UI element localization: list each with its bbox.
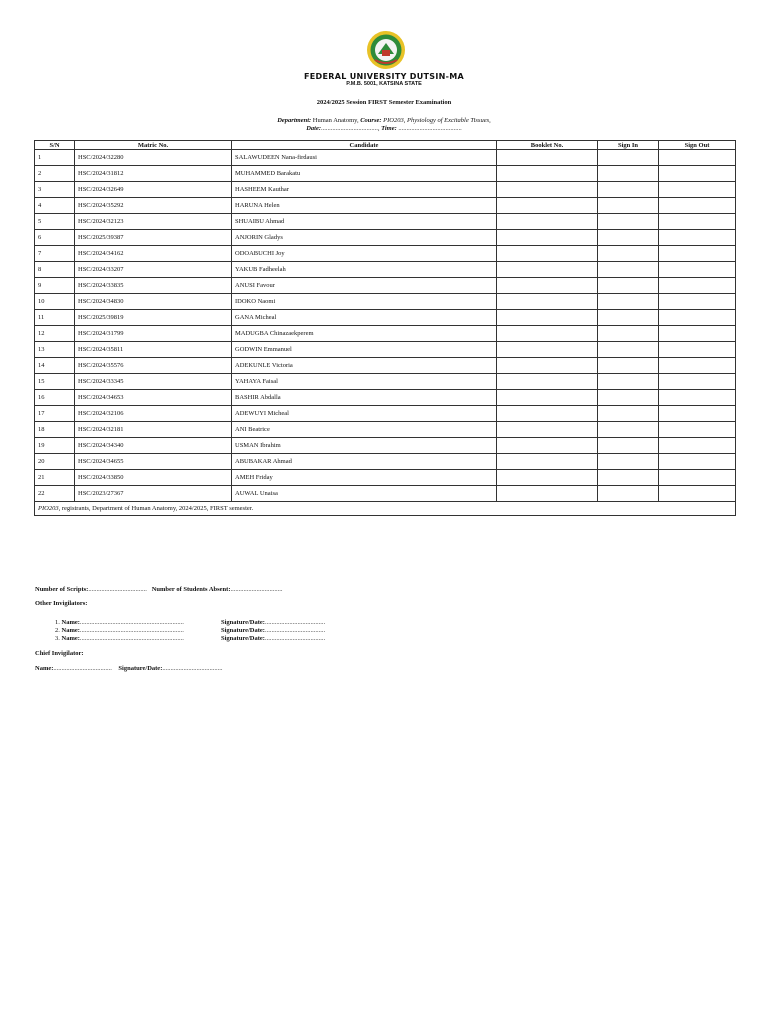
absent-label: Number of Students Absent: <box>151 586 231 593</box>
cell-sign-out[interactable] <box>659 294 736 310</box>
chief-invigilator-line <box>35 665 222 672</box>
invigilator-number: 3. <box>55 635 60 642</box>
attendance-table <box>34 140 736 516</box>
cell-booklet[interactable] <box>497 422 598 438</box>
cell-matric: HSC/2024/32181 <box>75 422 232 438</box>
cell-booklet[interactable] <box>497 262 598 278</box>
cell-sign-in[interactable] <box>598 406 659 422</box>
date-value: ..................................., <box>321 125 380 132</box>
table-row <box>35 262 736 278</box>
cell-sign-in[interactable] <box>598 310 659 326</box>
cell-matric: HSC/2024/34340 <box>75 438 232 454</box>
invigilator-name-label: Name: <box>61 627 80 634</box>
cell-candidate: ANUSI Favour <box>232 278 497 294</box>
table-row <box>35 278 736 294</box>
cell-sign-in[interactable] <box>598 454 659 470</box>
time-value: ....................................... <box>398 125 462 132</box>
invigilator-name-label: Name: <box>61 635 80 642</box>
cell-booklet[interactable] <box>497 310 598 326</box>
other-invigilators-heading <box>35 600 87 607</box>
footer-text: , registrants, Department of Human Anatomy, 2024/2025, FIRST semester. <box>58 505 254 512</box>
cell-booklet[interactable] <box>497 390 598 406</box>
cell-sign-out[interactable] <box>659 390 736 406</box>
invigilator-number: 2. <box>55 627 60 634</box>
invigilator-name-dots: ................................................................ <box>79 619 184 626</box>
cell-candidate: MUHAMMED Barakatu <box>232 166 497 182</box>
cell-booklet[interactable] <box>497 486 598 502</box>
cell-booklet[interactable] <box>497 454 598 470</box>
cell-booklet[interactable] <box>497 230 598 246</box>
cell-sign-out[interactable] <box>659 406 736 422</box>
table-row <box>35 454 736 470</box>
cell-matric: HSC/2024/34162 <box>75 246 232 262</box>
table-footer-note <box>35 502 736 516</box>
invigilator-signature-dots: ..................................... <box>264 627 326 634</box>
cell-sign-in[interactable] <box>598 422 659 438</box>
cell-candidate: YAHAYA Faisal <box>232 374 497 390</box>
cell-candidate: HASHEEM Kauthar <box>232 182 497 198</box>
cell-matric: HSC/2024/33345 <box>75 374 232 390</box>
cell-sn: 9 <box>35 278 75 294</box>
cell-sign-in[interactable] <box>598 278 659 294</box>
time-label: Time: <box>381 125 397 132</box>
cell-sign-in[interactable] <box>598 326 659 342</box>
table-row <box>35 230 736 246</box>
cell-booklet[interactable] <box>497 182 598 198</box>
cell-candidate: ADEKUNLE Victoria <box>232 358 497 374</box>
cell-booklet[interactable] <box>497 198 598 214</box>
table-row <box>35 374 736 390</box>
chief-signature-label: Signature/Date: <box>118 665 163 672</box>
cell-booklet[interactable] <box>497 326 598 342</box>
other-invigilators-label: Other Invigilators: <box>35 600 88 607</box>
cell-matric: HSC/2024/34830 <box>75 294 232 310</box>
cell-matric: HSC/2024/32649 <box>75 182 232 198</box>
cell-sign-out[interactable] <box>659 470 736 486</box>
cell-matric: HSC/2024/35292 <box>75 198 232 214</box>
cell-sign-out[interactable] <box>659 438 736 454</box>
invigilator-signature-dots: ..................................... <box>264 619 326 626</box>
cell-sn: 18 <box>35 422 75 438</box>
course-label: Course: <box>360 117 382 124</box>
university-name: FEDERAL UNIVERSITY DUTSIN-MA <box>304 72 464 81</box>
cell-sign-in[interactable] <box>598 486 659 502</box>
cell-candidate: GODWIN Emmanuel <box>232 342 497 358</box>
invigilator-name-dots: ................................................................ <box>79 627 184 634</box>
cell-sign-out[interactable] <box>659 230 736 246</box>
column-header-candidate: Candidate <box>232 141 497 150</box>
column-header-sign-in: Sign In <box>598 141 659 150</box>
invigilator-signature-dots: ..................................... <box>264 635 326 642</box>
cell-sign-out[interactable] <box>659 422 736 438</box>
cell-candidate: USMAN Ibrahim <box>232 438 497 454</box>
chief-invigilator-heading <box>35 650 84 657</box>
cell-candidate: SHUAIBU Ahmad <box>232 214 497 230</box>
department-value: Human Anatomy, <box>312 117 359 124</box>
cell-sign-in[interactable] <box>598 214 659 230</box>
table-row <box>35 470 736 486</box>
absent-dots: ................................ <box>230 586 283 593</box>
cell-sign-out[interactable] <box>659 374 736 390</box>
cell-candidate: ANI Beatrice <box>232 422 497 438</box>
scripts-label: Number of Scripts: <box>35 586 89 593</box>
cell-matric: HSC/2024/34653 <box>75 390 232 406</box>
cell-candidate: AMEH Friday <box>232 470 497 486</box>
cell-sn: 19 <box>35 438 75 454</box>
cell-sign-in[interactable] <box>598 182 659 198</box>
cell-sn: 1 <box>35 150 75 166</box>
table-row <box>35 358 736 374</box>
column-header-sn: S/N <box>35 141 75 150</box>
cell-matric: HSC/2024/33207 <box>75 262 232 278</box>
cell-sign-in[interactable] <box>598 294 659 310</box>
date-time-line <box>0 125 768 132</box>
cell-sign-out[interactable] <box>659 342 736 358</box>
cell-sn: 17 <box>35 406 75 422</box>
column-header-booklet: Booklet No. <box>497 141 598 150</box>
cell-booklet[interactable] <box>497 278 598 294</box>
table-row <box>35 166 736 182</box>
cell-sign-in[interactable] <box>598 262 659 278</box>
cell-sn: 4 <box>35 198 75 214</box>
table-row <box>35 422 736 438</box>
cell-sn: 13 <box>35 342 75 358</box>
cell-sign-out[interactable] <box>659 358 736 374</box>
cell-candidate: SALAWUDEEN Nana-firdausi <box>232 150 497 166</box>
cell-matric: HSC/2024/34655 <box>75 454 232 470</box>
column-header-sign-out: Sign Out <box>659 141 736 150</box>
cell-booklet[interactable] <box>497 374 598 390</box>
cell-sign-in[interactable] <box>598 342 659 358</box>
cell-sn: 22 <box>35 486 75 502</box>
cell-sign-out[interactable] <box>659 182 736 198</box>
invigilator-signature-label: Signature/Date: <box>221 627 265 634</box>
cell-matric: HSC/2024/35576 <box>75 358 232 374</box>
chief-invigilator-label: Chief Invigilator: <box>35 650 84 657</box>
cell-matric: HSC/2023/27367 <box>75 486 232 502</box>
table-row <box>35 198 736 214</box>
scripts-dots: .................................... <box>88 586 147 593</box>
cell-matric: HSC/2024/33835 <box>75 278 232 294</box>
invigilator-number: 1. <box>55 619 60 626</box>
exam-title: 2024/2025 Session FIRST Semester Examination <box>316 99 452 106</box>
table-row <box>35 342 736 358</box>
table-row <box>35 246 736 262</box>
cell-sn: 14 <box>35 358 75 374</box>
cell-sign-in[interactable] <box>598 166 659 182</box>
cell-sn: 7 <box>35 246 75 262</box>
table-row <box>35 294 736 310</box>
cell-candidate: ODOABUCHI Joy <box>232 246 497 262</box>
table-row <box>35 150 736 166</box>
department-label: Department: <box>277 117 312 124</box>
table-row <box>35 486 736 502</box>
table-header-row <box>35 141 736 150</box>
table-row <box>35 182 736 198</box>
cell-booklet[interactable] <box>497 470 598 486</box>
cell-booklet[interactable] <box>497 294 598 310</box>
department-course-line <box>0 117 768 124</box>
cell-sign-in[interactable] <box>598 374 659 390</box>
cell-sn: 8 <box>35 262 75 278</box>
cell-booklet[interactable] <box>497 438 598 454</box>
cell-sign-out[interactable] <box>659 454 736 470</box>
table-row <box>35 310 736 326</box>
cell-sn: 20 <box>35 454 75 470</box>
cell-matric: HSC/2024/31799 <box>75 326 232 342</box>
cell-booklet[interactable] <box>497 342 598 358</box>
chief-name-label: Name: <box>35 665 54 672</box>
invigilator-name-label: Name: <box>61 619 80 626</box>
cell-sign-in[interactable] <box>598 470 659 486</box>
cell-sign-out[interactable] <box>659 214 736 230</box>
cell-matric: HSC/2025/39387 <box>75 230 232 246</box>
cell-sign-in[interactable] <box>598 246 659 262</box>
cell-candidate: HARUNA Helen <box>232 198 497 214</box>
cell-booklet[interactable] <box>497 150 598 166</box>
footer-course-code: PIO203 <box>38 505 59 512</box>
cell-matric: HSC/2024/32106 <box>75 406 232 422</box>
cell-sn: 21 <box>35 470 75 486</box>
cell-candidate: YAKUB Fadheelah <box>232 262 497 278</box>
cell-sign-out[interactable] <box>659 326 736 342</box>
cell-sign-in[interactable] <box>598 358 659 374</box>
cell-candidate: ADEWUYI Micheal <box>232 406 497 422</box>
course-value: PIO203, Physiology of Excitable Tissues, <box>383 117 491 124</box>
invigilator-name-dots: ................................................................ <box>79 635 184 642</box>
scripts-count-line <box>35 586 283 593</box>
cell-sign-in[interactable] <box>598 198 659 214</box>
cell-candidate: BASHIR Abdalla <box>232 390 497 406</box>
table-row <box>35 326 736 342</box>
chief-signature-dots: ..................................... <box>162 665 223 672</box>
cell-sign-out[interactable] <box>659 278 736 294</box>
cell-candidate: ANJORIN Gladys <box>232 230 497 246</box>
table-row <box>35 214 736 230</box>
cell-sn: 5 <box>35 214 75 230</box>
cell-candidate: MADUGBA Chinazaekperem <box>232 326 497 342</box>
invigilator-row-1 <box>55 619 326 626</box>
cell-sn: 6 <box>35 230 75 246</box>
chief-name-dots: .................................... <box>53 665 112 672</box>
cell-sn: 2 <box>35 166 75 182</box>
cell-matric: HSC/2024/33850 <box>75 470 232 486</box>
invigilator-row-3 <box>55 635 326 642</box>
table-footer-row <box>35 502 736 516</box>
cell-sign-in[interactable] <box>598 390 659 406</box>
cell-sn: 10 <box>35 294 75 310</box>
cell-sign-out[interactable] <box>659 246 736 262</box>
cell-sign-out[interactable] <box>659 310 736 326</box>
cell-matric: HSC/2024/31812 <box>75 166 232 182</box>
table-row <box>35 406 736 422</box>
cell-booklet[interactable] <box>497 358 598 374</box>
cell-booklet[interactable] <box>497 246 598 262</box>
cell-matric: HSC/2025/39819 <box>75 310 232 326</box>
cell-candidate: GANA Micheal <box>232 310 497 326</box>
cell-sign-in[interactable] <box>598 230 659 246</box>
cell-matric: HSC/2024/32123 <box>75 214 232 230</box>
cell-sign-out[interactable] <box>659 166 736 182</box>
cell-sign-out[interactable] <box>659 150 736 166</box>
university-logo <box>366 30 406 70</box>
cell-sign-in[interactable] <box>598 150 659 166</box>
invigilator-row-2 <box>55 627 326 634</box>
cell-booklet[interactable] <box>497 406 598 422</box>
table-row <box>35 438 736 454</box>
cell-sign-out[interactable] <box>659 262 736 278</box>
invigilator-signature-label: Signature/Date: <box>221 619 265 626</box>
cell-candidate: AUWAL Unaisa <box>232 486 497 502</box>
cell-matric: HSC/2024/32280 <box>75 150 232 166</box>
cell-booklet[interactable] <box>497 166 598 182</box>
date-label: Date: <box>306 125 322 132</box>
cell-sn: 11 <box>35 310 75 326</box>
cell-sn: 3 <box>35 182 75 198</box>
cell-sn: 15 <box>35 374 75 390</box>
cell-sign-out[interactable] <box>659 198 736 214</box>
cell-sn: 16 <box>35 390 75 406</box>
column-header-matric: Matric No. <box>75 141 232 150</box>
cell-sn: 12 <box>35 326 75 342</box>
cell-candidate: IDOKO Naomi <box>232 294 497 310</box>
cell-booklet[interactable] <box>497 214 598 230</box>
cell-sign-out[interactable] <box>659 486 736 502</box>
cell-candidate: ABUBAKAR Ahmad <box>232 454 497 470</box>
university-address: P.M.B. 5001, KATSINA STATE <box>346 81 422 87</box>
invigilator-signature-label: Signature/Date: <box>221 635 265 642</box>
cell-sign-in[interactable] <box>598 438 659 454</box>
cell-matric: HSC/2024/35811 <box>75 342 232 358</box>
table-row <box>35 390 736 406</box>
